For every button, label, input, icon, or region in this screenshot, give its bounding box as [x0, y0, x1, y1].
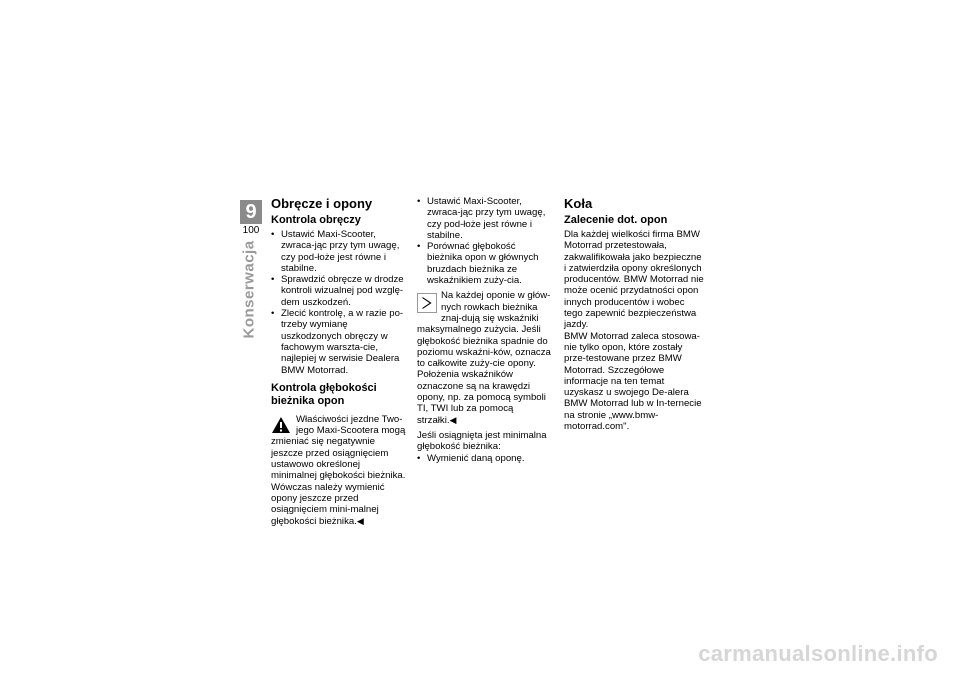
- list-item: • Ustawić Maxi-Scooter, zwraca-jąc przy tym uwagę, czy pod-łoże jest równe i stabilne.: [271, 229, 406, 274]
- subsection-title-rim: Kontrola obręczy: [271, 214, 361, 226]
- subsection-title-tread: Kontrola głębokości bieżnika opon: [271, 381, 377, 407]
- note-block: [417, 290, 553, 426]
- column-3: [564, 196, 704, 432]
- paragraph: BMW Motorrad zaleca stosowa-nie tylko opon, które zostały prze-testowane przez BMW Motorrad. Szczegółowe informacje na ten temat uzyskasz u swojego De-alera BMW Motorrad lub w In-ternecie na stronie „www.bmw-motorrad.com".: [564, 330, 702, 433]
- warning-block: [271, 414, 406, 527]
- list-item: • Ustawić Maxi-Scooter, zwraca-jąc przy tym uwagę, czy pod-łoże jest równe i stabilne.: [417, 196, 553, 241]
- subsection-title-tyres: Zalecenie dot. opon: [564, 214, 668, 226]
- chapter-number: 9: [240, 200, 262, 224]
- page-number: 100: [242, 225, 260, 236]
- note-arrow-icon: [417, 293, 437, 313]
- watermark: carmanualsonline.info: [698, 641, 938, 666]
- paragraph: Dla każdej wielkości firma BMW Motorrad przetestowała, zakwalifikowała jako bezpieczne i zatwierdziła opony określonych producentów. BMW Motorrad nie może ocenić przydatności opon innych producentów i wobec tego zapewnić bezpieczeństwa jazdy.: [564, 229, 704, 331]
- list-item: • Zlecić kontrolę, a w razie po-trzeby wymianę uszkodzonych obręczy w fachowym warszta-cie, najlepiej w serwisie Dealera BMW Motorrad.: [271, 308, 406, 376]
- end-mark-icon: ◀: [356, 515, 364, 526]
- list-item: • Wymienić daną oponę.: [417, 453, 553, 464]
- note-text: Na każdej oponie w głów-nych rowkach bieżnika znaj-dują się wskaźniki maksymalnego zużycia. Jeśli głębokość bieżnika spadnie do poziomu wskaźni-ków, oznacza to całkowite zuży-cie opony. Położenia wskaźników oznaczone są na krawędzi opony, np. za pomocą symboli TI, TWI lub za pomocą strzałki.: [417, 290, 551, 426]
- warning-text-2: Wówczas należy wymienić opony jeszcze przed osiągnięciem mini-malnej głębokości bieżnika.: [271, 481, 385, 527]
- section-title: Obręcze i opony: [271, 196, 373, 211]
- list-item: • Porównać głębokość bieżnika opon w głównych bruzdach bieżnika ze wskaźnikiem zuży-cia.: [417, 241, 553, 286]
- column-2: [417, 196, 553, 464]
- paragraph: Jeśli osiągnięta jest minimalna głębokość bieżnika:: [417, 429, 547, 453]
- warning-triangle-icon: [271, 416, 291, 434]
- column-1: [271, 196, 406, 527]
- end-mark-icon: ◀: [449, 414, 457, 425]
- section-label: Konserwacja: [240, 240, 258, 339]
- section-title-wheels: Koła: [564, 196, 593, 211]
- warning-text: Właściwości jezdne Two-jego Maxi-Scootera mogą zmieniać się negatywnie jeszcze przed osiągnięciem ustawowo określonej minimalnej głębokości bieżnika.: [271, 413, 406, 482]
- list-item: • Sprawdzić obręcze w drodze kontroli wizualnej pod wzglę-dem uszkodzeń.: [271, 274, 406, 308]
